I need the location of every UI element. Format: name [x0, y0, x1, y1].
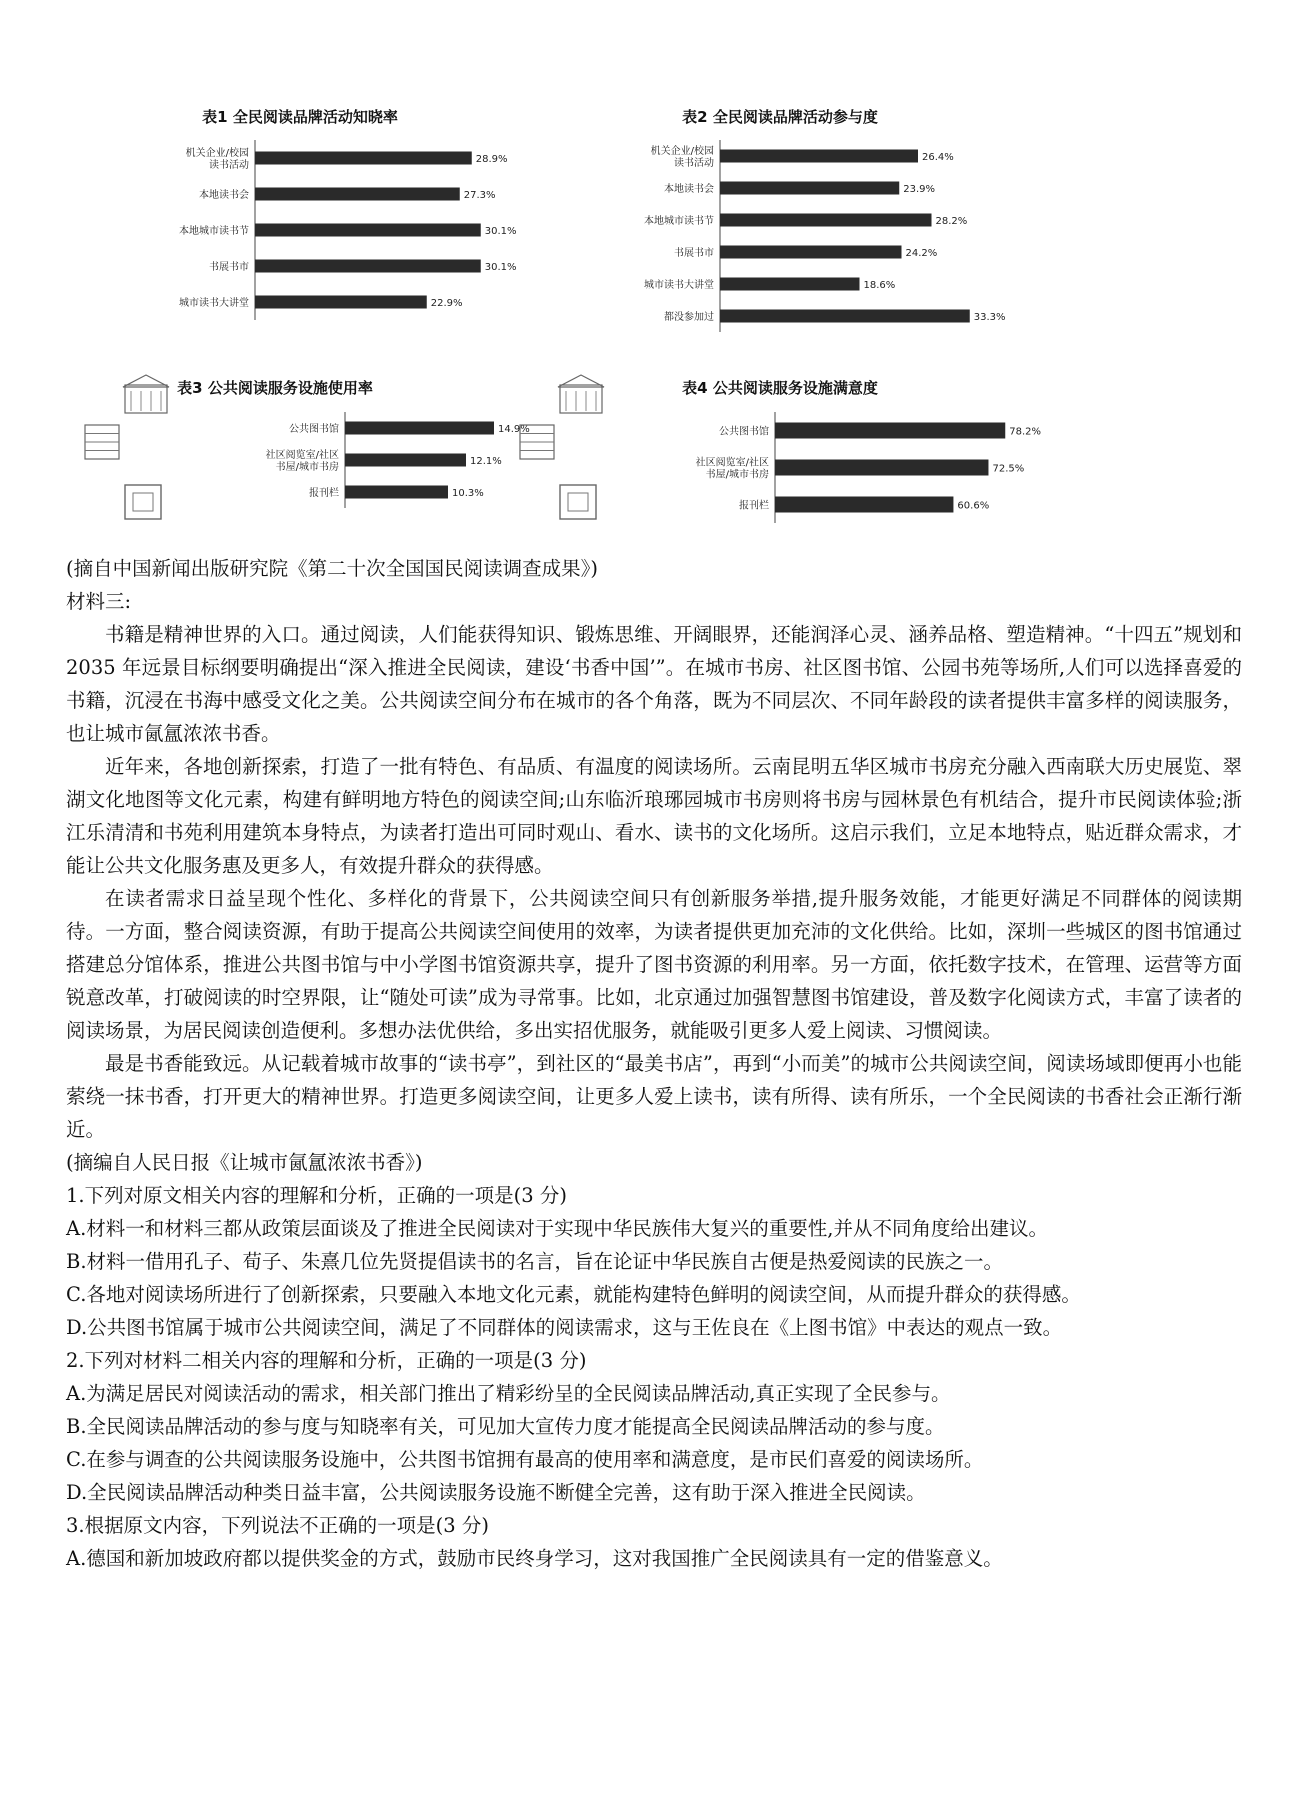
question-1-option-d: D.公共图书馆属于城市公共阅读空间，满足了不同群体的阅读需求，这与王佐良在《上图书馆》中表达的观点一致。 — [66, 1316, 1063, 1339]
chart-1 — [80, 100, 520, 360]
chart-2-bar — [720, 310, 970, 323]
chart-4-title: 表4 公共阅读服务设施满意度 — [682, 379, 878, 397]
chart-3-bar — [345, 486, 448, 499]
chart-1-bar — [255, 188, 460, 201]
question-1-option-a: A.材料一和材料三都从政策层面谈及了推进全民阅读对于实现中华民族伟大复兴的重要性,并从不同角度给出建议。 — [66, 1217, 1048, 1240]
chart-1-category-label: 读书活动 — [209, 160, 249, 171]
chart-2-bar — [720, 214, 932, 227]
chart-2-category-label: 书展书市 — [674, 248, 714, 259]
chart-3-value-label: 12.1% — [470, 456, 502, 467]
chart-4-value-label: 60.6% — [957, 500, 990, 512]
chart-3-svg — [75, 375, 530, 545]
chart-4-value-label: 78.2% — [1009, 426, 1042, 438]
chart-2-bar — [720, 278, 860, 291]
chart-2-category-label: 都没参加过 — [664, 312, 714, 323]
article-body — [66, 552, 1242, 1575]
chart-1-value-label: 30.1% — [484, 226, 517, 237]
chart-2-value-label: 23.9% — [903, 184, 936, 195]
chart-2-category-label: 城市读书大讲堂 — [644, 280, 714, 291]
chart-4-category-label: 公共图书馆 — [719, 426, 769, 438]
library-building-icon — [558, 375, 604, 413]
chart-1-value-label: 30.1% — [484, 262, 517, 273]
chart-4-category-label: 书屋/城市书房 — [705, 469, 769, 481]
chart-2-svg — [580, 100, 1040, 360]
chart-1-value-label: 27.3% — [463, 190, 496, 201]
question-2-stem: 2.下列对材料二相关内容的理解和分析，正确的一项是(3 分) — [66, 1349, 587, 1372]
chart-3-category-label: 社区阅览室/社区 — [265, 450, 339, 461]
chart-4-svg — [550, 375, 1042, 550]
question-3-stem: 3.根据原文内容，下列说法不正确的一项是(3 分) — [66, 1514, 489, 1537]
chart-1-category-label: 本地读书会 — [199, 190, 249, 201]
chart-3-category-label: 公共图书馆 — [289, 424, 339, 435]
chart-2-value-label: 24.2% — [905, 248, 938, 259]
newsstand-icon — [125, 485, 161, 519]
chart-1-svg — [80, 100, 520, 360]
chart-3-bar — [345, 454, 466, 467]
chart-2-value-label: 18.6% — [863, 280, 896, 291]
source-note-2: (摘编自人民日报《让城市氤氲浓浓书香》) — [66, 1151, 423, 1174]
chart-3-title: 表3 公共阅读服务设施使用率 — [177, 379, 373, 397]
chart-1-value-label: 22.9% — [430, 298, 463, 309]
question-1-option-c: C.各地对阅读场所进行了创新探索，只要融入本地文化元素，就能构建特色鲜明的阅读空间，从而提升群众的获得感。 — [66, 1283, 1081, 1306]
material-3-heading: 材料三: — [66, 590, 132, 613]
paragraph-3: 在读者需求日益呈现个性化、多样化的背景下，公共阅读空间只有创新服务举措,提升服务效能，才能更好满足不同群体的阅读期待。一方面，整合阅读资源，有助于提高公共阅读空间使用的效率，为读者提供更加充沛的文化供给。比如，深圳一些城区的图书馆通过搭建总分馆体系，推进公共图书馆与中小学图书馆资源共享，提升了图书资源的利用率。另一方面，依托数字技术，在管理、运营等方面锐意改革，打破阅读的时空界限，让“随处可读”成为寻常事。比如，北京通过加强智慧图书馆建设，普及数字化阅读方式，丰富了读者的阅读场景，为居民阅读创造便利。多想办法优供给，多出实招优服务，就能吸引更多人爱上阅读、习惯阅读。 — [66, 887, 1242, 1042]
newsstand-icon — [560, 485, 596, 519]
chart-4 — [550, 375, 1042, 550]
paragraph-2: 近年来，各地创新探索，打造了一批有特色、有品质、有温度的阅读场所。云南昆明五华区城市书房充分融入西南联大历史展览、翠湖文化地图等文化元素，构建有鲜明地方特色的阅读空间;山东临沂琅琊园城市书房则将书房与园林景色有机结合，提升市民阅读体验;浙江乐清清和书苑利用建筑本身特点，为读者打造出可同时观山、看水、读书的文化场所。这启示我们，立足本地特点，贴近群众需求，才能让公共文化服务惠及更多人，有效提升群众的获得感。 — [66, 755, 1242, 877]
chart-1-category-label: 机关企业/校园 — [185, 148, 249, 159]
chart-1-value-label: 28.9% — [475, 154, 508, 165]
chart-4-category-label: 报刊栏 — [739, 500, 769, 512]
chart-1-bar — [255, 152, 472, 165]
chart-3-value-label: 14.9% — [498, 424, 530, 435]
chart-3-category-label: 报刊栏 — [309, 488, 339, 499]
chart-1-category-label: 本地城市读书节 — [179, 226, 249, 237]
question-1-option-b: B.材料一借用孔子、荀子、朱熹几位先贤提倡读书的名言，旨在论证中华民族自古便是热爱阅读的民族之一。 — [66, 1250, 1004, 1273]
chart-4-value-label: 72.5% — [992, 463, 1025, 475]
paragraph-4: 最是书香能致远。从记载着城市故事的“读书亭”，到社区的“最美书店”，再到“小而美”的城市公共阅读空间，阅读场域即便再小也能萦绕一抹书香，打开更大的精神世界。打造更多阅读空间，让更多人爱上读书，读有所得、读有所乐，一个全民阅读的书香社会正渐行渐近。 — [66, 1052, 1242, 1141]
chart-3-category-label: 书屋/城市书房 — [275, 462, 339, 473]
source-note-1: (摘自中国新闻出版研究院《第二十次全国国民阅读调查成果》) — [66, 557, 598, 580]
chart-2-bar — [720, 182, 899, 195]
question-1-stem: 1.下列对原文相关内容的理解和分析，正确的一项是(3 分) — [66, 1184, 567, 1207]
chart-2-category-label: 机关企业/校园 — [650, 146, 714, 157]
chart-1-category-label: 城市读书大讲堂 — [179, 298, 249, 309]
chart-2-category-label: 读书活动 — [674, 158, 714, 169]
chart-2-value-label: 33.3% — [973, 312, 1006, 323]
chart-2-bar — [720, 150, 918, 163]
question-3-option-a: A.德国和新加坡政府都以提供奖金的方式，鼓励市民终身学习，这对我国推广全民阅读具有一定的借鉴意义。 — [66, 1547, 1003, 1570]
chart-1-bar — [255, 260, 481, 273]
chart-1-bar — [255, 296, 427, 309]
chart-2-value-label: 26.4% — [922, 152, 954, 163]
chart-2-bar — [720, 246, 902, 259]
chart-4-bar — [775, 460, 988, 476]
chart-3-value-label: 10.3% — [452, 488, 484, 499]
question-2-option-b: B.全民阅读品牌活动的参与度与知晓率有关，可见加大宣传力度才能提高全民阅读品牌活动的参与度。 — [66, 1415, 945, 1438]
question-2-option-d: D.全民阅读品牌活动种类日益丰富，公共阅读服务设施不断健全完善，这有助于深入推进全民阅读。 — [66, 1481, 926, 1504]
chart-1-bar — [255, 224, 481, 237]
chart-3-bar — [345, 422, 494, 435]
bookshelf-icon — [85, 425, 119, 459]
chart-2 — [580, 100, 1040, 360]
chart-2-value-label: 28.2% — [935, 216, 968, 227]
chart-2-title: 表2 全民阅读品牌活动参与度 — [682, 108, 878, 126]
chart-4-bar — [775, 497, 953, 513]
chart-1-title: 表1 全民阅读品牌活动知晓率 — [202, 108, 398, 126]
chart-4-category-label: 社区阅览室/社区 — [695, 457, 769, 469]
chart-2-category-label: 本地读书会 — [664, 184, 714, 195]
paragraph-1: 书籍是精神世界的入口。通过阅读，人们能获得知识、锻炼思维、开阔眼界，还能润泽心灵、涵养品格、塑造精神。“十四五”规划和 2035 年远景目标纲要明确提出“深入推进全民阅读，建设‘书香中国’”。在城市书房、社区图书馆、公园书苑等场所,人们可以选择喜爱的书籍，沉浸在书海中感受文化之美。公共阅读空间分布在城市的各个角落，既为不同层次、不同年龄段的读者提供丰富多样的阅读服务，也让城市氤氲浓浓书香。 — [66, 623, 1242, 745]
library-building-icon — [123, 375, 169, 413]
question-2-option-c: C.在参与调查的公共阅读服务设施中，公共图书馆拥有最高的使用率和满意度，是市民们喜爱的阅读场所。 — [66, 1448, 984, 1471]
chart-3 — [75, 375, 530, 545]
chart-1-category-label: 书展书市 — [209, 262, 249, 273]
chart-2-category-label: 本地城市读书节 — [644, 216, 714, 227]
question-2-option-a: A.为满足居民对阅读活动的需求，相关部门推出了精彩纷呈的全民阅读品牌活动,真正实现了全民参与。 — [66, 1382, 951, 1405]
chart-4-bar — [775, 423, 1005, 439]
